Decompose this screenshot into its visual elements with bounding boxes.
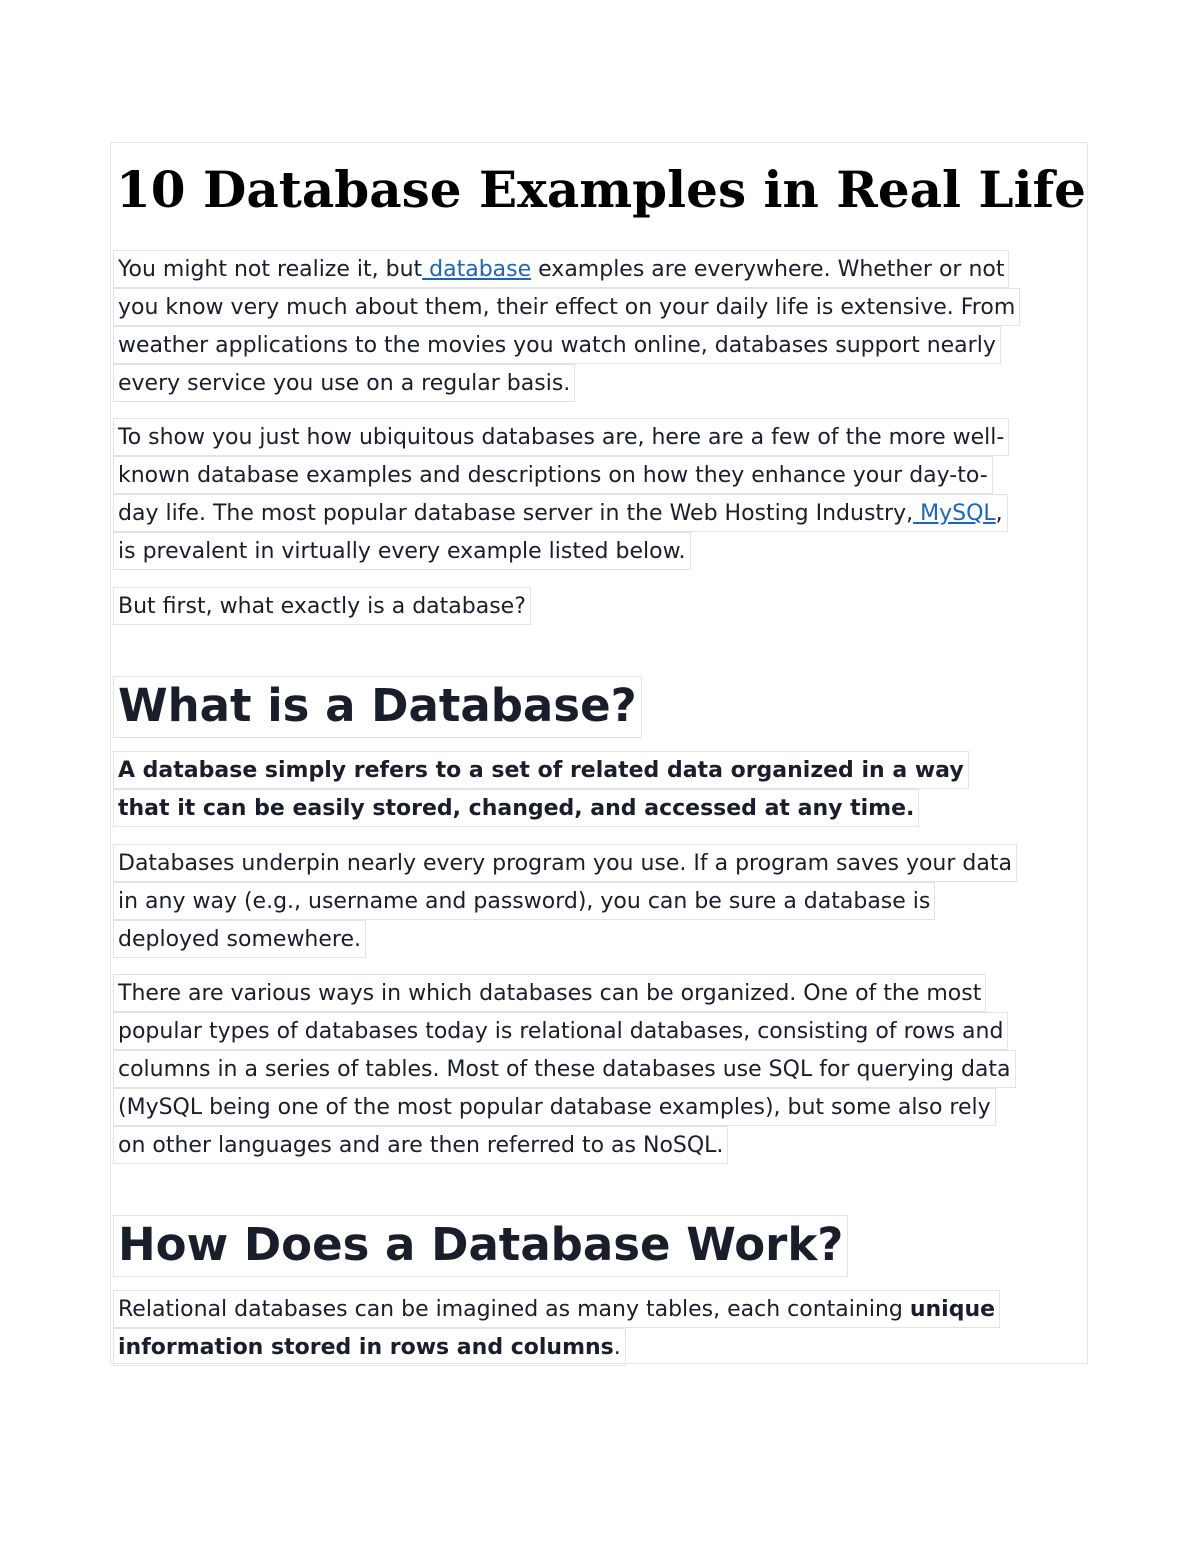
- underpin-line-3: deployed somewhere.: [113, 920, 366, 958]
- question-line: But first, what exactly is a database?: [113, 587, 531, 625]
- organization-line-4: (MySQL being one of the most popular database examples), but some also rely: [113, 1088, 996, 1126]
- para2-line-3: day life. The most popular database server in the Web Hosting Industry, MySQL,: [113, 494, 1008, 532]
- underpin-line-1: Databases underpin nearly every program you use. If a program saves your data: [113, 844, 1017, 882]
- intro-line-4: every service you use on a regular basis.: [113, 364, 575, 402]
- definition-paragraph: [113, 751, 969, 827]
- relational-paragraph: [113, 1290, 1000, 1366]
- para2-line-1: To show you just how ubiquitous databases are, here are a few of the more well-: [113, 418, 1009, 456]
- organization-line-2: popular types of databases today is relational databases, consisting of rows and: [113, 1012, 1008, 1050]
- intro-line-3: weather applications to the movies you watch online, databases support nearly: [113, 326, 1001, 364]
- intro-line-1: You might not realize it, but database examples are everywhere. Whether or not: [113, 250, 1009, 288]
- question-paragraph: [113, 587, 531, 625]
- section-heading-what-is-database: What is a Database?: [113, 676, 642, 738]
- intro-paragraph: [113, 250, 1020, 402]
- definition-line-2: that it can be easily stored, changed, and accessed at any time.: [113, 789, 919, 827]
- document-title: 10 Database Examples in Real Life: [116, 160, 1086, 219]
- organization-line-1: There are various ways in which databases can be organized. One of the most: [113, 974, 986, 1012]
- relational-line-2: information stored in rows and columns.: [113, 1328, 626, 1366]
- para2-line-2: known database examples and descriptions on how they enhance your day-to-: [113, 456, 993, 494]
- mysql-link[interactable]: MySQL: [913, 501, 996, 526]
- definition-line-1: A database simply refers to a set of related data organized in a way: [113, 751, 969, 789]
- intro-line-2: you know very much about them, their effect on your daily life is extensive. From: [113, 288, 1020, 326]
- organization-paragraph: [113, 974, 1016, 1164]
- underpin-paragraph: [113, 844, 1017, 958]
- section-heading-how-database-works: How Does a Database Work?: [113, 1215, 848, 1277]
- para2-line-4: is prevalent in virtually every example listed below.: [113, 532, 691, 570]
- organization-line-3: columns in a series of tables. Most of these databases use SQL for querying data: [113, 1050, 1016, 1088]
- organization-line-5: on other languages and are then referred to as NoSQL.: [113, 1126, 728, 1164]
- relational-line-1: Relational databases can be imagined as many tables, each containing unique: [113, 1290, 1000, 1328]
- ubiquitous-paragraph: [113, 418, 1009, 570]
- underpin-line-2: in any way (e.g., username and password), you can be sure a database is: [113, 882, 935, 920]
- database-link[interactable]: database: [422, 257, 532, 282]
